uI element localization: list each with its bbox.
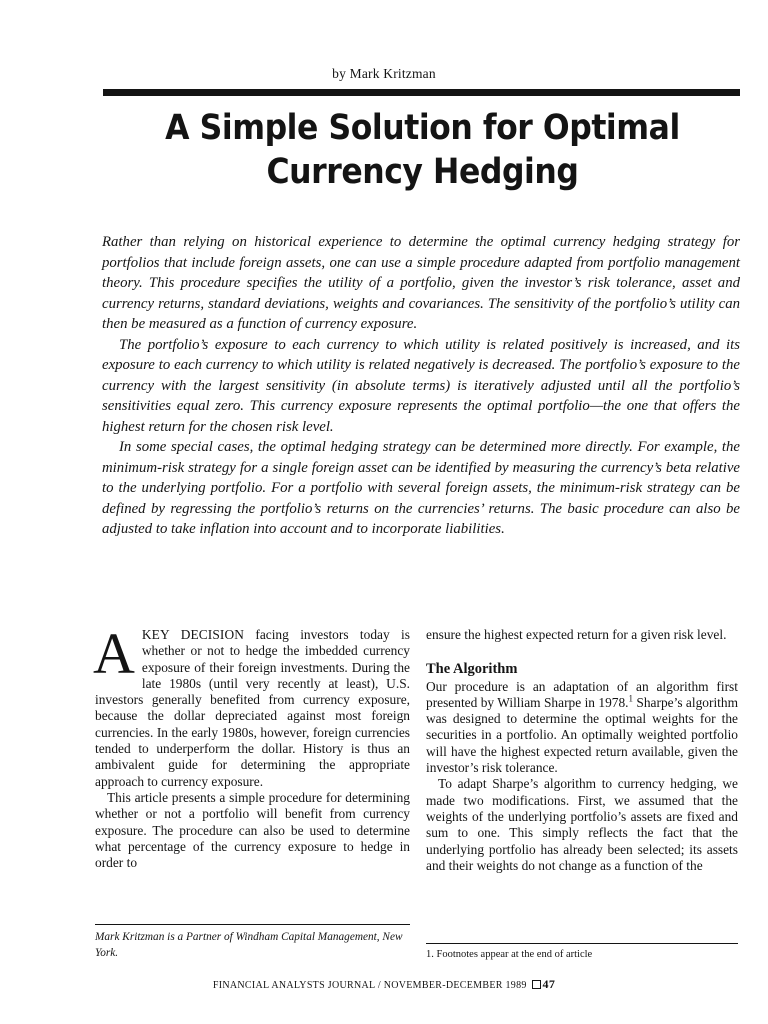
body-text: facing investors today is whether or not to hedge the imbedded currency exposure of their foreign investments. During the late 1980s (until very recently at least), U.S. investors generally benefited from currency exposure, because the dollar depreciated against most foreign currencies. In the early 1980s, however, foreign currencies tended to underperform the dollar. History is thus an ambivalent guide for determining the appropriate approach to currency exposure. (95, 627, 410, 789)
square-box-icon (532, 980, 541, 989)
footnote-divider (426, 943, 738, 944)
byline: by Mark Kritzman (332, 66, 436, 81)
body-text: Our procedure is an adaptation of an algorithm first presented by William Sharpe in 1978. (426, 678, 738, 710)
body-column-right (426, 627, 738, 874)
drop-cap: A (93, 621, 135, 686)
footnote-mark[interactable]: 1 (628, 693, 634, 704)
abstract-paragraph: Rather than relying on historical experience to determine the optimal currency hedging strategy for portfolios that include foreign assets, one can use a simple procedure adapted from portfolio management theory. This procedure specifies the utility of a portfolio, given the investor’s risk tolerance, asset and currency returns, standard deviations, weights and covariances. The sensitivity of the portfolio’s utility can then be measured as a function of currency exposure. (102, 234, 740, 332)
section-heading: The Algorithm (426, 661, 518, 678)
body-text: Sharpe’s algorithm was designed to determine the optimal weights for the securities in a portfolio. An optimally weighted portfolio will have the highest expected return available, given the investor’s risk tolerance. (426, 694, 738, 776)
body-paragraph (93, 621, 410, 790)
body-paragraph: To adapt Sharpe’s algorithm to currency hedging, we made two modifications. First, we assumed that the weights of the underlying portfolio’s assets are fixed and sum to one. This simply reflects the fact that the underlying portfolio has already been selected; its assets and their weights do not change as a function of the (426, 776, 738, 873)
body-paragraph: ensure the highest expected return for a given risk level. (426, 627, 727, 642)
body-paragraph: This article presents a simple procedure for determining whether or not a portfolio will benefit from currency exposure. The procedure can also be used to determine what percentage of the currency exposure to hedge in order to (95, 789, 410, 871)
title-line-2: Currency Hedging (266, 152, 579, 192)
footnote-divider (95, 924, 410, 925)
lead-in-caps: KEY DECISION (141, 627, 244, 642)
title-line-1: A Simple Solution for Optimal (165, 108, 680, 148)
body-paragraph (426, 679, 738, 777)
page-number: 47 (542, 977, 556, 991)
body-column-left (93, 621, 410, 871)
footnote: 1. Footnotes appear at the end of article (426, 949, 593, 960)
author-note: Mark Kritzman is a Partner of Windham Capital Management, New York. (95, 931, 403, 959)
page-footer (0, 977, 768, 992)
article-title (132, 106, 713, 194)
abstract-paragraph: In some special cases, the optimal hedging strategy can be determined more directly. For example, the minimum-risk strategy for a single foreign asset can be identified by measuring the currency’s beta relative to the underlying portfolio. For a portfolio with several foreign assets, the minimum-risk strategy can be defined by regressing the portfolio’s returns on the currencies’ returns. The basic procedure can also be adjusted to take inflation into account and to incorporate liabilities. (102, 439, 740, 537)
abstract-paragraph: The portfolio’s exposure to each currency to which utility is related positively is increased, and its exposure to each currency to which utility is related negatively is decreased. The portfolio’s exposure to the currency with the largest sensitivity (in absolute terms) is iteratively adjusted until all the portfolio’s sensitivities equal zero. This currency exposure represents the optimal portfolio—the one that offers the highest return for the chosen risk level. (102, 336, 740, 435)
journal-name: FINANCIAL ANALYSTS JOURNAL / NOVEMBER-DECEMBER 1989 (212, 980, 527, 991)
abstract (102, 232, 740, 540)
title-rule (103, 89, 740, 96)
